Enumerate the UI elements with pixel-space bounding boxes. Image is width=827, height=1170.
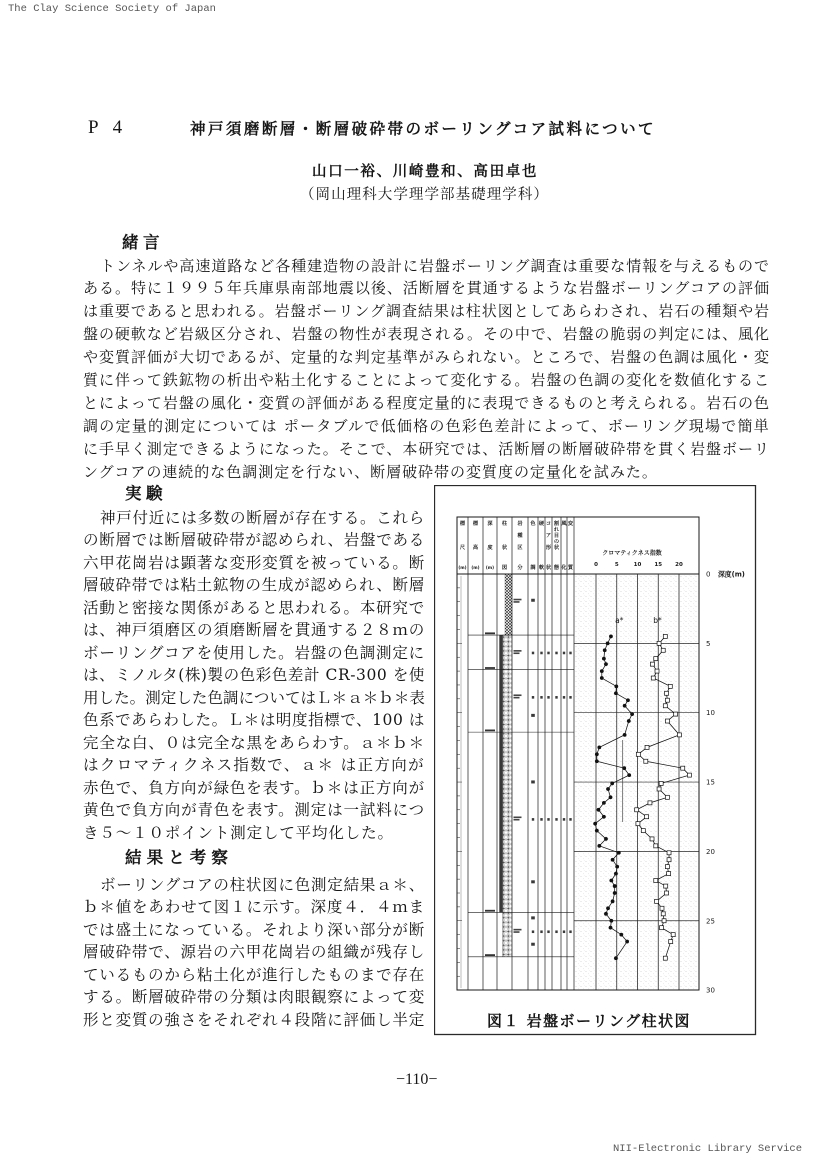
body-text-line: [83, 597, 425, 620]
log-cell-mark: [540, 930, 542, 933]
data-point-b-star: [654, 657, 658, 661]
heading-introduction: [122, 232, 164, 254]
log-cell-mark: [555, 818, 557, 821]
body-text-line: [83, 300, 770, 323]
y-tick-label: 0: [706, 570, 711, 579]
data-point-a-star: [614, 956, 618, 960]
body-text-line: [83, 874, 425, 897]
rock-note-mark: [514, 650, 522, 652]
data-point-a-star: [604, 837, 608, 841]
data-point-b-star: [662, 919, 666, 923]
data-point-a-star: [606, 641, 610, 645]
log-cell-mark: [540, 696, 542, 699]
data-point-b-star: [641, 829, 645, 833]
log-cell-mark: [531, 714, 535, 717]
log-column-header: 化: [561, 565, 567, 571]
data-point-b-star: [667, 851, 671, 855]
boundary-depth-label-mark: [485, 910, 495, 912]
body-text-line: [83, 822, 425, 845]
log-column-header: (m): [485, 565, 495, 570]
log-column-header: 状: [553, 545, 560, 551]
data-point-b-star: [664, 884, 668, 888]
log-cell-mark: [540, 818, 542, 821]
affiliation: [300, 184, 549, 206]
affiliation-text: （岡山理科大学理学部基礎理学科）: [300, 187, 549, 203]
data-point-a-star: [606, 906, 610, 910]
heading-experiment: [125, 483, 167, 505]
data-point-a-star: [597, 808, 601, 812]
body-text: 神戸付近には多数の断層が存在する。これら: [100, 508, 425, 527]
log-cell-mark: [547, 696, 549, 699]
body-text: は、ミノルタ(株)製の色彩色差計 CR-300 を使: [83, 666, 425, 685]
body-text: トンネルや高速道路など各種建造物の設計に岩盤ボーリング調査は重要な情報を与えるもので: [100, 256, 770, 275]
log-cell-mark: [569, 652, 571, 655]
log-column-header: 尺: [459, 545, 466, 551]
y-tick-label: 10: [706, 709, 715, 718]
log-cell-mark: [555, 930, 557, 933]
rock-note-mark: [514, 599, 522, 601]
body-text-line: [83, 461, 770, 484]
data-point-b-star: [660, 906, 664, 910]
x-tick-label: 0: [594, 562, 598, 568]
body-text: 層破砕帯では粘土鉱物の生成が認められ、断層: [83, 576, 425, 595]
log-column-header: 柱: [501, 521, 508, 527]
log-column-header: 度: [487, 545, 493, 551]
data-point-b-star: [687, 773, 691, 777]
data-point-b-star: [665, 698, 669, 702]
log-cell-mark: [531, 880, 535, 883]
body-text: ある。特に１９９５年兵庫県南部地震以後、活断層を貫通するような岩盤ボーリングコアの評価: [83, 279, 770, 298]
log-column-header: 区: [517, 545, 523, 551]
authors-text: 山口一裕、川崎豊和、高田卓也: [312, 164, 538, 180]
log-column-header: コ: [545, 521, 552, 527]
log-column-header: 深: [487, 521, 493, 527]
body-text: 質に伴って鉄鉱物の析出や粘土化することによって変化する。岩盤の色調の変化を数値化するこ: [83, 370, 770, 389]
log-column-header: 割: [553, 521, 560, 527]
data-point-a-star: [600, 669, 604, 673]
y-tick-label: 5: [706, 639, 711, 648]
x-tick-label: 15: [654, 562, 663, 568]
log-cell-mark: [531, 599, 535, 602]
log-column-header: 図: [501, 565, 508, 571]
rock-note-mark: [514, 931, 520, 933]
body-text-line: [83, 754, 425, 777]
log-cell-mark: [569, 696, 571, 699]
data-point-a-star: [609, 795, 613, 799]
boundary-depth-label-mark: [485, 954, 495, 956]
body-text-line: [83, 941, 425, 964]
log-cell-mark: [547, 818, 549, 821]
log-column-header: 状: [501, 545, 508, 551]
body-text-line: [83, 964, 425, 987]
log-column-header: (m): [471, 565, 480, 570]
body-text: はクロマティクネス指数で、ａ＊ は正方向が: [83, 756, 425, 775]
data-point-b-star: [636, 752, 640, 756]
body-text: ｂ＊値をあわせて図１に示す。深度４．４ｍま: [83, 898, 425, 917]
log-cell-mark: [531, 943, 535, 946]
paper-title: [190, 117, 656, 141]
data-point-a-star: [600, 676, 604, 680]
body-text-line: [83, 709, 425, 732]
introduction-paragraph: [83, 255, 770, 484]
series-label: a*: [615, 616, 624, 626]
data-point-a-star: [609, 919, 613, 923]
log-column-header: 目: [553, 533, 560, 539]
log-cell-mark: [531, 916, 535, 919]
data-point-b-star: [651, 676, 655, 680]
society-header: The Clay Science Society of Japan: [8, 3, 216, 15]
data-point-b-star: [660, 926, 664, 930]
data-point-b-star: [674, 712, 678, 716]
data-point-b-star: [654, 844, 658, 848]
data-point-b-star: [650, 662, 654, 666]
data-point-a-star: [597, 844, 601, 848]
log-cell-mark: [563, 652, 565, 655]
body-text: 色系であらわした。Ｌ＊は明度指標で、100 は: [83, 711, 425, 730]
log-column-header: 質: [567, 565, 574, 571]
data-point-a-star: [609, 879, 613, 883]
boundary-depth-label-mark: [485, 632, 495, 634]
data-point-a-star: [602, 801, 606, 805]
y-tick-label: 25: [706, 917, 715, 926]
data-point-a-star: [623, 733, 627, 737]
data-point-b-star: [635, 808, 639, 812]
data-point-a-star: [595, 752, 599, 756]
data-point-b-star: [663, 956, 667, 960]
data-point-b-star: [645, 815, 649, 819]
data-point-a-star: [595, 829, 599, 833]
body-text: 層破砕帯で、源岩の六甲花崗岩の組織が残存し: [83, 943, 425, 962]
data-point-a-star: [626, 698, 630, 702]
data-point-b-star: [657, 787, 661, 791]
data-point-a-star: [623, 704, 627, 708]
data-point-b-star: [659, 781, 663, 785]
body-text: とによって岩盤の風化・変質の評価がある程度定量的に表現できるものと考えられる。岩石の色: [83, 393, 770, 412]
log-cell-mark: [563, 818, 565, 821]
body-text: ボーリングコアを使用した。岩盤の色調測定に: [83, 643, 425, 662]
data-point-b-star: [665, 891, 669, 895]
data-point-a-star: [622, 766, 626, 770]
data-point-a-star: [611, 858, 615, 862]
y-axis-label: 深度(m): [718, 570, 745, 579]
authors: [312, 161, 538, 183]
series-label: b*: [653, 616, 662, 626]
log-column-header: 標: [472, 521, 479, 527]
log-column-header: れ: [553, 527, 560, 533]
x-tick-label: 10: [633, 562, 642, 568]
body-text-line: [83, 687, 425, 710]
data-point-a-star: [610, 782, 614, 786]
data-point-a-star: [604, 912, 608, 916]
body-text: き５〜１０ポイント測定して平均化した。: [83, 823, 394, 842]
log-cell-mark: [563, 930, 565, 933]
body-text: に手早く測定できるようになった。そこで、本研究では、活断層の断層破砕帯を貫く岩盤ボーリ: [83, 439, 770, 458]
data-point-b-star: [665, 691, 669, 695]
figure-caption: [487, 1010, 691, 1032]
data-point-b-star: [667, 858, 671, 862]
data-point-b-star: [663, 704, 667, 708]
body-text: 活動と密接な関係があると思われる。本研究で: [83, 598, 425, 617]
body-text: 形と変質の強さをそれぞれ４段階に評価し半定: [83, 1010, 425, 1029]
data-point-a-star: [617, 851, 621, 855]
data-point-b-star: [669, 940, 673, 944]
log-column-header: (m): [458, 565, 467, 570]
log-cell-mark: [532, 930, 534, 933]
data-point-a-star: [604, 662, 608, 666]
figure-boring-log: [434, 485, 757, 1036]
heading-text: 結果と考察: [125, 848, 233, 867]
body-text-line: [83, 619, 425, 642]
body-text: ボーリングコアの柱状図に色測定結果ａ＊、: [100, 875, 425, 894]
body-text-line: [83, 438, 770, 461]
body-text-line: [83, 1009, 425, 1032]
data-point-b-star: [657, 641, 661, 645]
y-tick-label: 15: [706, 778, 715, 787]
lithology-fill-soil: [505, 574, 512, 635]
log-column-header: 変: [567, 521, 574, 527]
data-point-b-star: [671, 933, 675, 937]
data-point-b-star: [654, 879, 658, 883]
data-point-a-star: [613, 891, 617, 895]
body-text-line: [83, 392, 770, 415]
x-tick-label: 20: [675, 562, 683, 568]
body-text-line: [83, 799, 425, 822]
data-point-b-star: [665, 795, 669, 799]
data-point-a-star: [614, 691, 618, 695]
body-text-line: [83, 642, 425, 665]
data-point-b-star: [681, 766, 685, 770]
data-point-b-star: [668, 684, 672, 688]
body-text-line: [83, 346, 770, 369]
data-point-a-star: [614, 872, 618, 876]
lithology-dark-band: [499, 635, 502, 912]
body-text: 用した。測定した色調についてはＬ＊ａ＊ｂ＊表: [83, 688, 425, 707]
paper-title-text: 神戸須磨断層・断層破砕帯のボーリングコア試料について: [190, 120, 656, 138]
rock-note-mark: [514, 929, 522, 931]
data-point-b-star: [667, 872, 671, 876]
boundary-depth-label-mark: [485, 667, 495, 669]
log-cell-mark: [547, 652, 549, 655]
log-cell-mark: [555, 652, 557, 655]
data-point-a-star: [606, 787, 610, 791]
data-point-b-star: [636, 822, 640, 826]
rock-note-mark: [514, 697, 520, 699]
log-column-header: 形: [545, 545, 552, 551]
heading-text: 緒言: [122, 233, 164, 252]
body-text: では盛土になっている。それより深い部分が断: [83, 920, 425, 939]
y-tick-label: 20: [706, 847, 715, 856]
x-tick-label: 5: [614, 562, 619, 568]
data-point-b-star: [665, 719, 669, 723]
data-point-a-star: [603, 648, 607, 652]
body-text: ているものから粘土化が進行したものまで存在: [83, 965, 425, 984]
data-point-b-star: [663, 634, 667, 638]
log-column-header: 調: [530, 565, 536, 571]
log-column-header: 岩: [517, 521, 523, 527]
body-text-line: [83, 277, 770, 300]
body-text-line: [83, 732, 425, 755]
data-point-a-star: [609, 926, 613, 930]
data-point-a-star: [627, 773, 631, 777]
log-cell-mark: [563, 696, 565, 699]
log-cell-mark: [540, 652, 542, 655]
body-text-line: [83, 919, 425, 942]
log-column-header: 分: [517, 565, 523, 571]
data-point-b-star: [655, 669, 659, 673]
experiment-paragraph: [83, 507, 425, 845]
page-number: −110−: [396, 1071, 438, 1088]
log-cell-mark: [532, 652, 534, 655]
log-cell-mark: [569, 818, 571, 821]
body-text-line: [83, 574, 425, 597]
body-text: や変質評価が大切であるが、定量的な判定基準がみられない。ところで、岩盤の色調は風化・変: [83, 348, 770, 367]
body-text: は重要であると思われる。岩盤ボーリング調査結果は柱状図としてあらわされ、岩石の種類や岩: [83, 302, 770, 321]
body-text-line: [83, 369, 770, 392]
chart-title: クロマティクネス指数: [602, 550, 662, 557]
data-point-a-star: [602, 657, 606, 661]
body-text-line: [83, 777, 425, 800]
data-point-a-star: [595, 759, 599, 763]
log-cell-mark: [532, 818, 534, 821]
body-text-line: [83, 507, 425, 530]
data-point-a-star: [613, 884, 617, 888]
rock-note-mark: [514, 819, 520, 821]
rock-note-mark: [514, 694, 522, 696]
boundary-depth-label-mark: [485, 730, 495, 732]
log-column-header: 標: [459, 521, 466, 527]
log-cell-mark: [531, 780, 535, 783]
body-text-line: [83, 552, 425, 575]
body-text: 完全な白、０は完全な黒をあらわす。ａ＊ｂ＊: [83, 733, 425, 752]
data-point-b-star: [644, 759, 648, 763]
heading-text: 実験: [125, 484, 167, 503]
data-point-a-star: [611, 899, 615, 903]
data-point-b-star: [677, 733, 681, 737]
body-text-line: [83, 255, 770, 278]
body-text-line: [83, 415, 770, 438]
figure-caption-text: 図１ 岩盤ボーリング柱状図: [487, 1012, 691, 1030]
data-point-a-star: [609, 635, 613, 639]
log-column-header: 硬: [538, 521, 545, 527]
data-point-a-star: [619, 933, 623, 937]
log-cell-mark: [555, 696, 557, 699]
data-point-a-star: [627, 719, 631, 723]
data-point-b-star: [655, 899, 659, 903]
body-text: ングコアの連続的な色調測定を行ない、断層破砕帯の変質度の定量化を試みた。: [83, 462, 658, 481]
presentation-number: P 4: [88, 117, 128, 138]
body-text: 調の定量的測定については ポータブルで低価格の色彩色差計によって、ボーリング現場で簡単: [83, 416, 770, 435]
log-column-header: ア: [545, 533, 552, 539]
y-tick-label: 30: [706, 986, 715, 995]
body-text: する。断層破砕帯の分類は肉眼観察によって変: [83, 988, 425, 1007]
log-cell-mark: [532, 696, 534, 699]
body-text: 赤色で、負方向が緑色を表す。ｂ＊は正方向が: [83, 778, 425, 797]
data-point-a-star: [630, 712, 634, 716]
rock-note-mark: [514, 652, 520, 654]
body-text-line: [83, 896, 425, 919]
data-point-b-star: [661, 648, 665, 652]
body-text-line: [83, 529, 425, 552]
data-point-a-star: [625, 940, 629, 944]
data-point-b-star: [648, 801, 652, 805]
log-column-header: 軟: [538, 565, 545, 571]
data-point-a-star: [614, 684, 618, 688]
rock-note-mark: [514, 816, 522, 818]
data-point-a-star: [593, 822, 597, 826]
body-text-line: [83, 323, 770, 346]
log-column-header: 態: [553, 565, 560, 571]
body-text: 黄色で負方向が青色を表す。測定は一試料につ: [83, 801, 425, 820]
results-paragraph: [83, 874, 425, 1032]
log-column-header: 高: [472, 545, 479, 551]
body-text: の断層では断層破砕帯が認められ、岩盤である: [83, 531, 425, 550]
body-text-line: [83, 986, 425, 1009]
body-text: 六甲花崗岩は顕著な変形変質を被っている。断: [83, 553, 425, 572]
log-column-header: の: [553, 539, 560, 545]
rock-note-mark: [514, 601, 520, 603]
log-cell-mark: [547, 930, 549, 933]
data-point-a-star: [602, 815, 606, 819]
library-footer: NII-Electronic Library Service: [613, 1143, 803, 1155]
log-cell-mark: [569, 930, 571, 933]
log-column-header: 種: [517, 533, 523, 539]
data-point-b-star: [665, 865, 669, 869]
data-point-a-star: [597, 745, 601, 749]
data-point-a-star: [615, 865, 619, 869]
log-column-header: 風: [561, 521, 567, 527]
log-column-header: 状: [545, 565, 552, 571]
body-text-line: [83, 664, 425, 687]
lithology-granite: [503, 635, 513, 957]
body-text: は、神戸須磨区の須磨断層を貫通する２８ｍの: [83, 621, 425, 640]
body-text: 盤の硬軟など岩級区分され、岩盤の物性が表現される。その中で、岩盤の脆弱の判定には、風化: [83, 325, 770, 344]
log-column-header: 色: [530, 521, 536, 527]
data-point-b-star: [645, 745, 649, 749]
heading-results: [125, 847, 233, 869]
data-point-b-star: [650, 837, 654, 841]
data-point-b-star: [661, 912, 665, 916]
